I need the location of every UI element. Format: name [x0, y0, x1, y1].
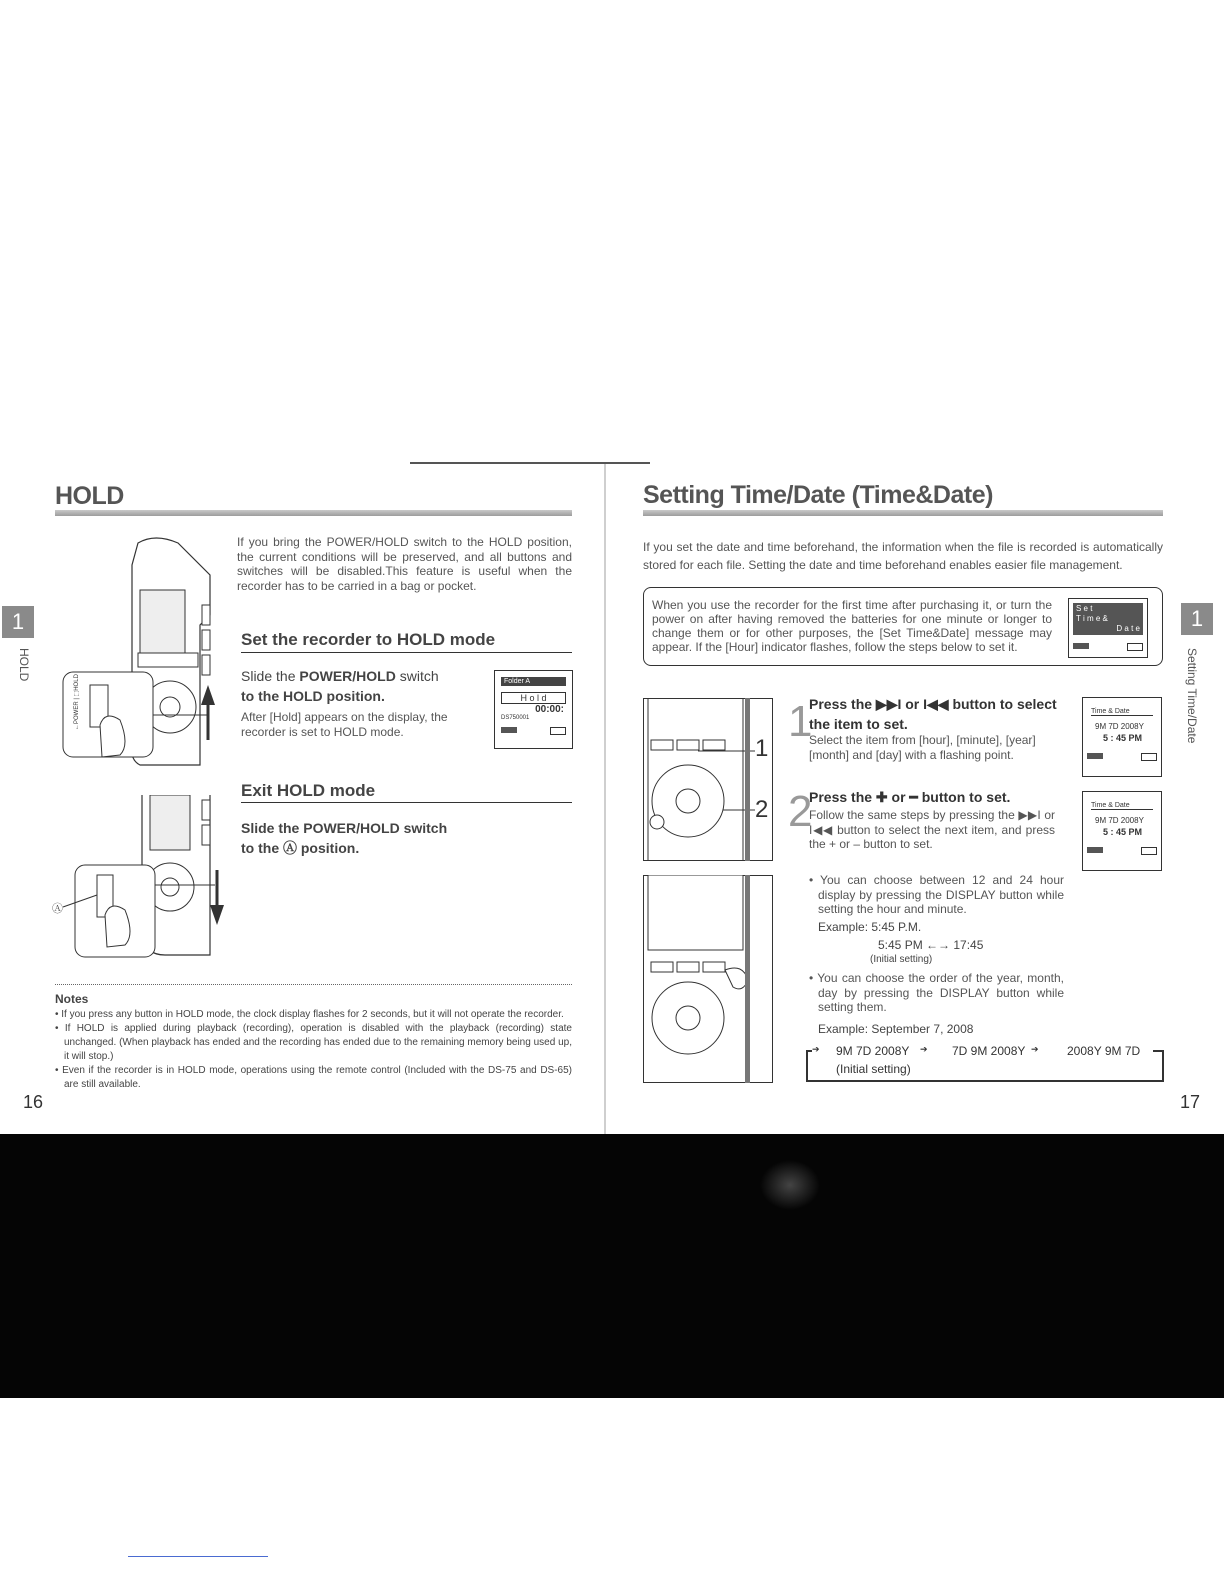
title-underline-right — [643, 510, 1163, 516]
section-rule-1 — [241, 652, 572, 653]
page-number-right: 17 — [1180, 1092, 1201, 1112]
example-1-label: Example: 5:45 P.M. — [818, 920, 922, 934]
notes-list — [55, 1008, 572, 1092]
memory-icon — [1141, 847, 1157, 855]
scanner-background — [0, 1134, 1224, 1398]
step-number-1: 1 — [788, 697, 813, 746]
step-2-heading: Press the ✚ or ━ button to set. — [809, 789, 1011, 805]
example-1-line: 5:45 PM ←→ 17:45 — [878, 938, 984, 952]
fold-shadow — [410, 462, 650, 464]
memory-icon — [550, 727, 566, 735]
lcd-folder: Folder A — [501, 677, 566, 686]
battery-icon — [1087, 847, 1103, 853]
step-text: Slide the — [241, 820, 304, 836]
arrow-icon: ➔ — [1031, 1044, 1039, 1054]
lcd-icons — [1087, 847, 1157, 855]
first-use-text: When you use the recorder for the first time after purchasing it, or turn the power on after having removed the batteries for one minute or longer to change them or for other purposes, the [Set Time&Date] message may appear. If the [Hour] indicator flashes, follow the steps below to set it. — [652, 598, 1052, 654]
step-slide-to-a — [241, 818, 447, 858]
chapter-label-right: Setting Time/Date — [1185, 648, 1199, 744]
chapter-tab-right: 1 — [1181, 603, 1213, 635]
battery-icon — [1087, 753, 1103, 759]
svg-text:←POWER | ⬚HOLD: ←POWER | ⬚HOLD — [74, 674, 80, 730]
step-2-body: Follow the same steps by pressing the ▶▶I or I◀◀ button to select the next item, and press the + or – button to set. — [809, 808, 1055, 851]
memory-icon — [1127, 643, 1143, 651]
lcd-date: 9M 7D 2008Y — [1095, 722, 1144, 731]
note-item: • Even if the recorder is in HOLD mode, operations using the remote control (Included with the DS-75 and DS-65) are still available. — [55, 1065, 572, 1090]
recorder-exit-hold-illustration — [55, 795, 225, 960]
lcd-title: Time & Date — [1091, 708, 1153, 716]
battery-icon — [501, 727, 517, 733]
scan-artifact — [760, 1160, 820, 1210]
bullet-12-24-hour: • You can choose between 12 and 24 hour display by pressing the DISPLAY button while setting the hour and minute. — [809, 873, 1064, 916]
lcd-time-date-1 — [1082, 697, 1162, 777]
order-option-1: 9M 7D 2008Y — [836, 1044, 910, 1058]
step-text: switch — [399, 820, 448, 836]
time-date-intro: If you set the date and time beforehand, the information when the file is recorded is automatically stored for each file. Setting the date and time beforehand enables easier file management. — [643, 540, 1163, 572]
lcd-time: 5 : 45 PM — [1103, 733, 1143, 743]
scan-edge-line — [128, 1556, 268, 1557]
note-item: • If you press any button in HOLD mode, the clock display flashes for 2 seconds, but it will not operate the recorder. — [55, 1009, 564, 1020]
chapter-label-left: HOLD — [17, 648, 31, 682]
arrow-icon: ➔ — [920, 1044, 928, 1054]
recorder-display-button-illustration — [643, 875, 773, 1083]
step-number-2: 2 — [788, 787, 813, 836]
lcd-time-date-2 — [1082, 791, 1162, 871]
page-number-left: 16 — [23, 1092, 44, 1112]
step-1-heading-b: the item to set. — [809, 716, 908, 732]
callout-2: 2 — [755, 796, 769, 823]
section-heading-set-hold: Set the recorder to HOLD mode — [241, 630, 496, 649]
lcd-hold: H o l d — [501, 692, 566, 704]
notes-title: Notes — [55, 992, 89, 1006]
order-initial-note: (Initial setting) — [836, 1062, 911, 1076]
callout-1: 1 — [755, 735, 769, 762]
bullet-date-order: • You can choose the order of the year, month, day by pressing the DISPLAY button while setting them. — [809, 971, 1064, 1014]
lcd-title: Time & Date — [1091, 802, 1153, 810]
step-text: switch — [395, 668, 439, 684]
lcd-date: 9M 7D 2008Y — [1095, 816, 1144, 825]
memory-icon — [1141, 753, 1157, 761]
step-bold: POWER/HOLD — [303, 820, 400, 836]
step-bold: POWER/HOLD — [299, 668, 396, 684]
step-slide-to-hold — [241, 666, 439, 706]
step-line2: to the Ⓐ position. — [241, 840, 360, 856]
page-fold — [604, 462, 606, 1134]
title-underline — [55, 510, 572, 516]
chapter-tab-left: 1 — [2, 606, 34, 638]
step-1-heading-a: Press the ▶▶I or I◀◀ button to select — [809, 696, 1057, 712]
lcd-file: DS750001 — [501, 715, 530, 721]
arrow-icon: ➔ — [812, 1044, 820, 1054]
step-line2: to the HOLD position. — [241, 688, 385, 704]
lcd-line: T i m e & — [1076, 614, 1108, 623]
page-title-hold: HOLD — [55, 482, 124, 510]
order-option-3: 2008Y 9M 7D — [1067, 1044, 1141, 1058]
notes-divider — [55, 984, 572, 985]
step-text: Slide the — [241, 668, 300, 684]
lcd-set-lines — [1073, 603, 1143, 635]
lcd-hold-display — [494, 670, 573, 749]
lcd-icons — [1073, 643, 1143, 651]
lcd-set-time-date — [1068, 598, 1148, 658]
section-heading-exit-hold: Exit HOLD mode — [241, 781, 376, 800]
order-option-2: 7D 9M 2008Y — [952, 1044, 1026, 1058]
cycle-top-right — [1153, 1050, 1162, 1052]
page-title-time-date: Setting Time/Date (Time&Date) — [643, 481, 993, 509]
hold-intro-text: If you bring the POWER/HOLD switch to the HOLD position, the current conditions will be preserved, and all buttons and switches will be disabled.This feature is useful when the recorder has to be carried in a bag or pocket. — [237, 535, 572, 593]
section-rule-2 — [241, 802, 572, 803]
lcd-icons — [1087, 753, 1157, 761]
lcd-line: D a t e — [1116, 624, 1140, 633]
first-use-info-box — [643, 587, 1163, 666]
step-1-heading — [809, 694, 1059, 734]
example-1-note: (Initial setting) — [870, 954, 933, 965]
note-item: • If HOLD is applied during playback (recording), operation is disabled with the playback (recording) state unchanged. (When playback has ended and the recording has ended due to the remaining memory being used up, it will stop.) — [55, 1023, 572, 1062]
lcd-time: 5 : 45 PM — [1103, 827, 1143, 837]
callout-a: Ⓐ — [52, 903, 63, 915]
example-2-label: Example: September 7, 2008 — [818, 1022, 974, 1036]
battery-icon — [1073, 643, 1089, 649]
step-1-body: Select the item from [hour], [minute], [year] [month] and [day] with a flashing point. — [809, 733, 1036, 762]
lcd-line: S e t — [1076, 604, 1093, 613]
lcd-icons — [501, 727, 566, 735]
hold-mode-description: After [Hold] appears on the display, the recorder is set to HOLD mode. — [241, 710, 448, 739]
recorder-buttons-illustration — [643, 698, 773, 861]
lcd-time: 00:00: — [535, 704, 564, 715]
recorder-hold-illustration — [60, 535, 220, 770]
